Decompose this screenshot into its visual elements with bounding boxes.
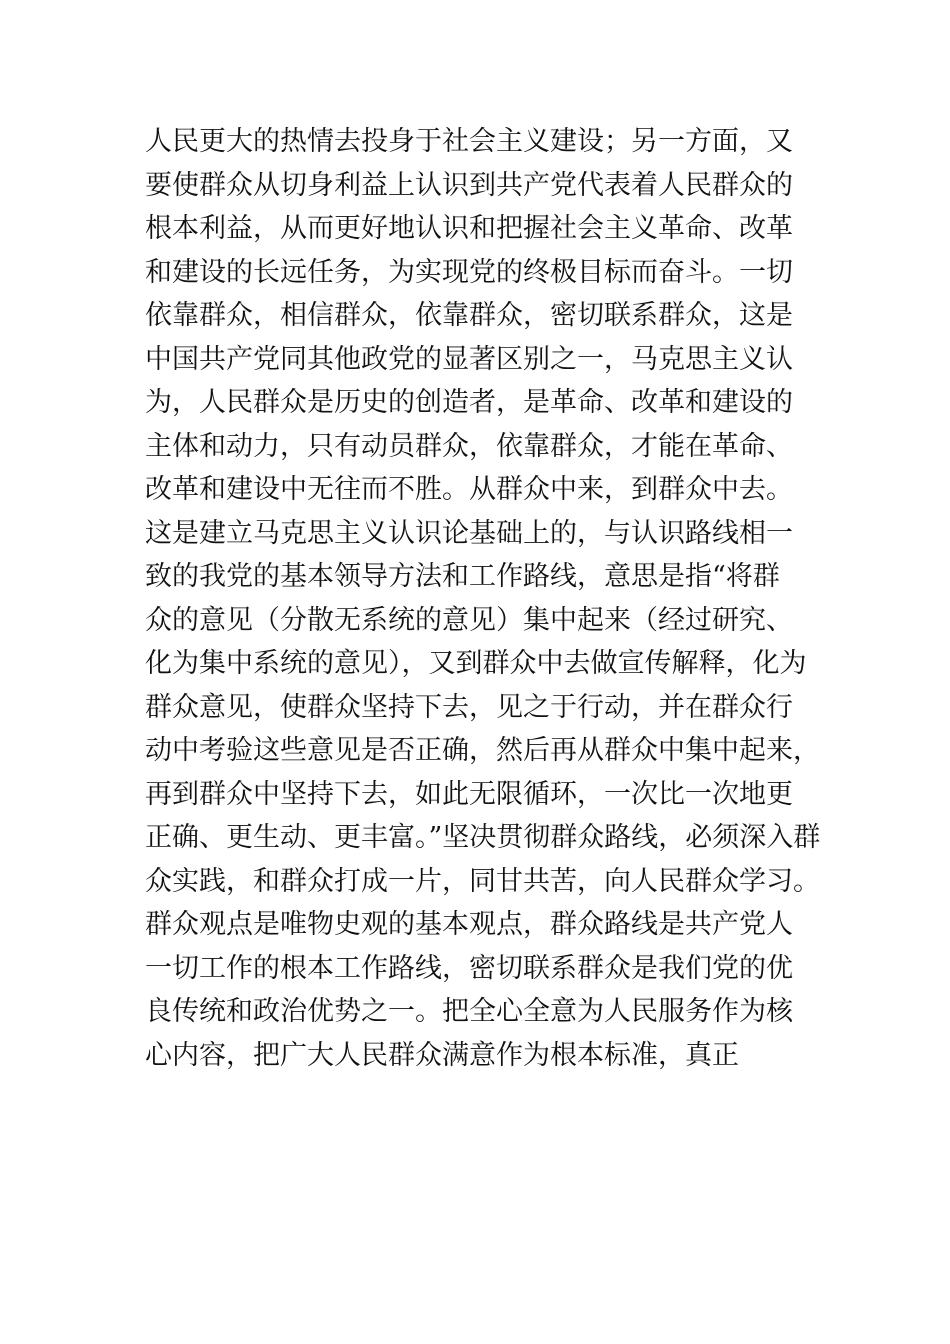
text-line: 要使群众从切身利益上认识到共产党代表着人民群众的 xyxy=(145,169,793,201)
text-line: 众的意见（分散无系统的意见）集中起来（经过研究、 xyxy=(145,604,793,636)
text-line: 这是建立马克思主义认识论基础上的，与认识路线相一 xyxy=(145,517,793,549)
text-line: 众实践，和群众打成一片，同甘共苦，向人民群众学习。 xyxy=(145,865,820,897)
text-line: 和建设的长远任务，为实现党的终极目标而奋斗。一切 xyxy=(145,256,793,288)
text-line: 主体和动力，只有动员群众，依靠群众，才能在革命、 xyxy=(145,430,793,462)
text-line: 群众意见，使群众坚持下去，见之于行动，并在群众行 xyxy=(145,691,793,723)
text-line: 良传统和政治优势之一。把全心全意为人民服务作为核 xyxy=(145,996,793,1027)
text-line: 根本利益，从而更好地认识和把握社会主义革命、改革 xyxy=(145,213,793,244)
text-line: 依靠群众，相信群众，依靠群众，密切联系群众，这是 xyxy=(145,300,793,331)
text-line: 为，人民群众是历史的创造者，是革命、改革和建设的 xyxy=(145,387,793,418)
text-line: 一切工作的根本工作路线，密切联系群众是我们党的优 xyxy=(145,952,793,984)
text-line: 致的我党的基本领导方法和工作路线，意思是指“将群 xyxy=(145,561,780,592)
body-paragraph xyxy=(145,120,835,1077)
text-line: 人民更大的热情去投身于社会主义建设；另一方面，又 xyxy=(145,126,793,157)
text-line: 群众观点是唯物史观的基本观点，群众路线是共产党人 xyxy=(145,909,793,940)
text-line: 再到群众中坚持下去，如此无限循环，一次比一次地更 xyxy=(145,778,793,810)
text-line: 心内容，把广大人民群众满意作为根本标准，真正 xyxy=(145,1039,739,1071)
text-line: 中国共产党同其他政党的显著区别之一，马克思主义认 xyxy=(145,343,793,375)
text-line: 动中考验这些意见是否正确，然后再从群众中集中起来， xyxy=(145,735,820,766)
text-line: 改革和建设中无往而不胜。从群众中来，到群众中去。 xyxy=(145,474,793,505)
text-line: 正确、更生动、更丰富。”坚决贯彻群众路线，必须深入群 xyxy=(145,822,821,853)
text-line: 化为集中系统的意见），又到群众中去做宣传解释，化为 xyxy=(145,648,807,679)
